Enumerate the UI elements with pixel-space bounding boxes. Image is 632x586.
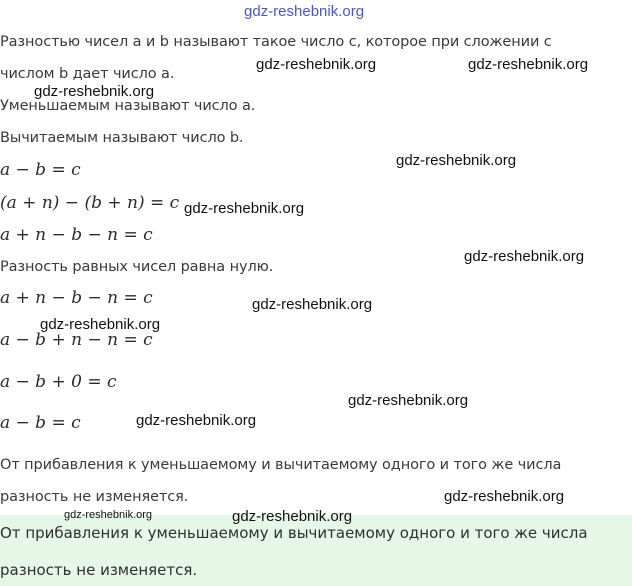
conclusion-line-2: разность не изменяется. [0,561,198,579]
watermark: gdz-reshebnik.org [468,56,589,73]
watermark: gdz-reshebnik.org [34,83,155,100]
formula-1: a − b = c [0,160,81,180]
watermark: gdz-reshebnik.org [256,56,377,73]
text-line-definition-cont: числом b дает число a. [0,66,175,82]
watermark: gdz-reshebnik.org [184,200,305,217]
watermark-top: gdz-reshebnik.org [244,3,365,20]
formula-4: a + n − b − n = c [0,288,153,308]
watermark: gdz-reshebnik.org [64,509,153,521]
watermark: gdz-reshebnik.org [444,488,565,505]
formula-5: a − b + n − n = c [0,330,153,350]
text-line-property: От прибавления к уменьшаемому и вычитаемому одного и того же числа [0,457,562,473]
conclusion-box [0,515,632,586]
watermark: gdz-reshebnik.org [136,412,257,429]
text-line-property-cont: разность не изменяется. [0,489,189,505]
text-line-minuend: Уменьшаемым называют число a. [0,98,256,114]
formula-3: a + n − b − n = c [0,225,153,245]
watermark: gdz-reshebnik.org [464,248,585,265]
watermark: gdz-reshebnik.org [232,508,353,525]
watermark: gdz-reshebnik.org [252,296,373,313]
text-line-subtrahend: Вычитаемым называют число b. [0,130,244,146]
watermark: gdz-reshebnik.org [396,152,517,169]
text-line-definition: Разностью чисел a и b называют такое число c, которое при сложении с [0,34,552,50]
watermark: gdz-reshebnik.org [40,316,161,333]
watermark: gdz-reshebnik.org [348,392,469,409]
formula-2: (a + n) − (b + n) = c [0,193,180,213]
formula-6: a − b + 0 = c [0,372,117,392]
conclusion-line-1: От прибавления к уменьшаемому и вычитаемому одного и того же числа [0,524,588,542]
formula-7: a − b = c [0,413,81,433]
text-line-zero-difference: Разность равных чисел равна нулю. [0,259,274,275]
